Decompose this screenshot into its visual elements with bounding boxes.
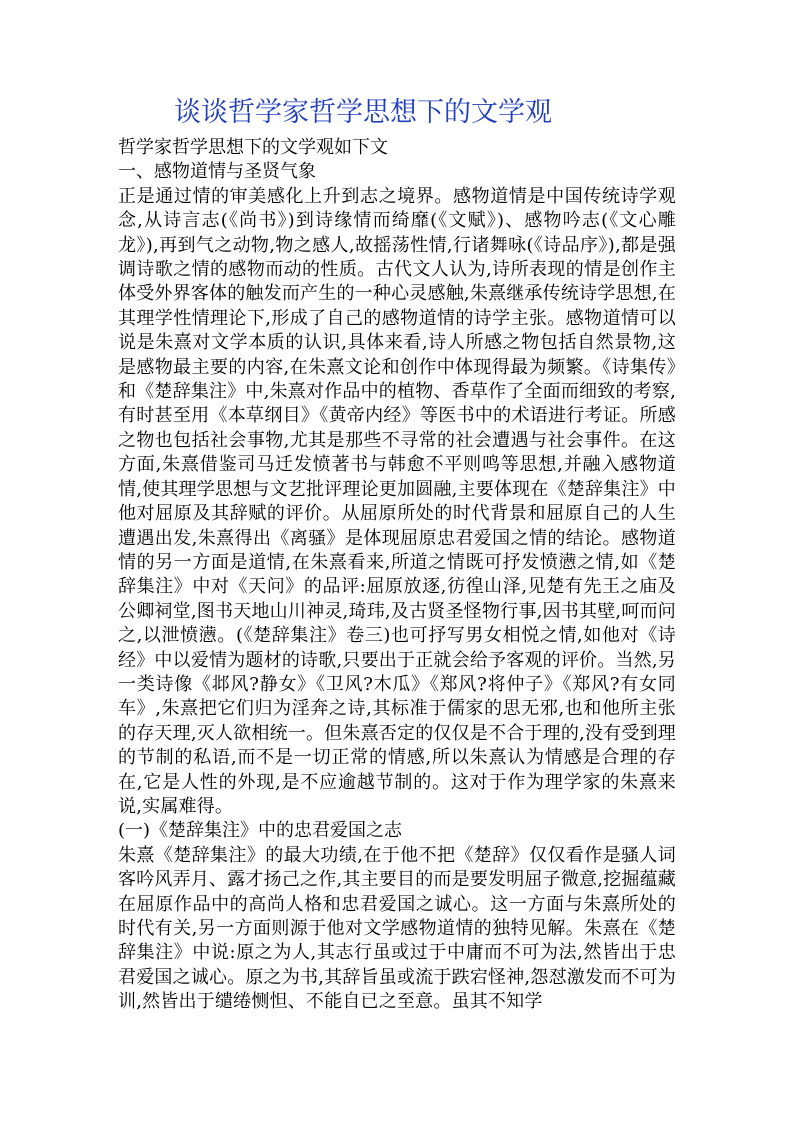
document-page xyxy=(118,96,676,1015)
section2-paragraph: 朱熹《楚辞集注》的最大功绩,在于他不把《楚辞》仅仅看作是骚人词客吟风弄月、露才扬己之作,其主要目的而是要发明屈子微意,挖掘蕴藏在屈原作品中的高尚人格和忠君爱国之诚心。这一方面与朱熹所处的时代有关,另一方面则源于他对文学感物道情的独特见解。朱熹在《楚辞集注》中说:原之为人,其志行虽或过于中庸而不可为法,然皆出于忠君爱国之诚心。原之为书,其辞旨虽或流于跌宕怪神,怨怼激发而不可为训,然皆出于缱绻恻怛、不能自已之至意。虽其不知学 xyxy=(118,844,676,1013)
section1-heading: 一、感物道情与圣贤气象 xyxy=(118,161,316,183)
document-title: 谈谈哲学家哲学思想下的文学观 xyxy=(174,97,552,128)
section1-paragraph: 正是通过情的审美感化上升到志之境界。感物道情是中国传统诗学观念,从诗言志(《尚书》)到诗缘情而绮靡(《文赋》)、感物吟志(《文心雕龙》),再到气之动物,物之感人,故摇荡性情,行诸舞咏(《诗品序》),都是强调诗歌之情的感物而动的性质。古代文人认为,诗所表现的情是创作主体受外界客体的触发而产生的一种心灵感触,朱熹继承传统诗学思想,在其理学性情理论下,形成了自己的感物道情的诗学主张。感物道情可以说是朱熹对文学本质的认识,具体来看,诗人所感之物包括自然景物,这是感物最主要的内容,在朱熹文论和创作中体现得最为频繁。《诗集传》和《楚辞集注》中,朱熹对作品中的植物、香草作了全面而细致的考察,有时甚至用《本草纲目》《黄帝内经》等医书中的术语进行考证。所感之物也包括社会事物,尤其是那些不寻常的社会遭遇与社会事件。在这方面,朱熹借鉴司马迁发愤著书与韩愈不平则鸣等思想,并融入感物道情,使其理学思想与文艺批评理论更加圆融,主要体现在《楚辞集注》中他对屈原及其辞赋的评价。从屈原所处的时代背景和屈原自己的人生遭遇出发,朱熹得出《离骚》是体现屈原忠君爱国之情的结论。感物道情的另一方面是道情,在朱熹看来,所道之情既可抒发愤懑之情,如《楚辞集注》中对《天问》的品评:屈原放逐,彷徨山泽,见楚有先王之庙及公卿祠堂,图书天地山川神灵,琦玮,及古贤圣怪物行事,因书其壁,呵而问之,以泄愤懑。(《楚辞集注》卷三)也可抒写男女相悦之情,如他对《诗经》中以爱情为题材的诗歌,只要出于正就会给予客观的评价。当然,另一类诗像《邶风?静女》《卫风?木瓜》《郑风?将仲子》《郑风?有女同车》,朱熹把它们归为淫奔之诗,其标准于儒家的思无邪,也和他所主张的存天理,灭人欲相统一。但朱熹否定的仅仅是不合于理的,没有受到理的节制的私语,而不是一切正常的情感,所以朱熹认为情感是合理的存在,它是人性的外现,是不应逾越节制的。这对于作为理学家的朱熹来说,实属难得。 xyxy=(118,185,676,817)
section2-heading: (一)《楚辞集注》中的忠君爱国之志 xyxy=(118,820,403,842)
document-subtitle: 哲学家哲学思想下的文学观如下文 xyxy=(118,137,388,158)
